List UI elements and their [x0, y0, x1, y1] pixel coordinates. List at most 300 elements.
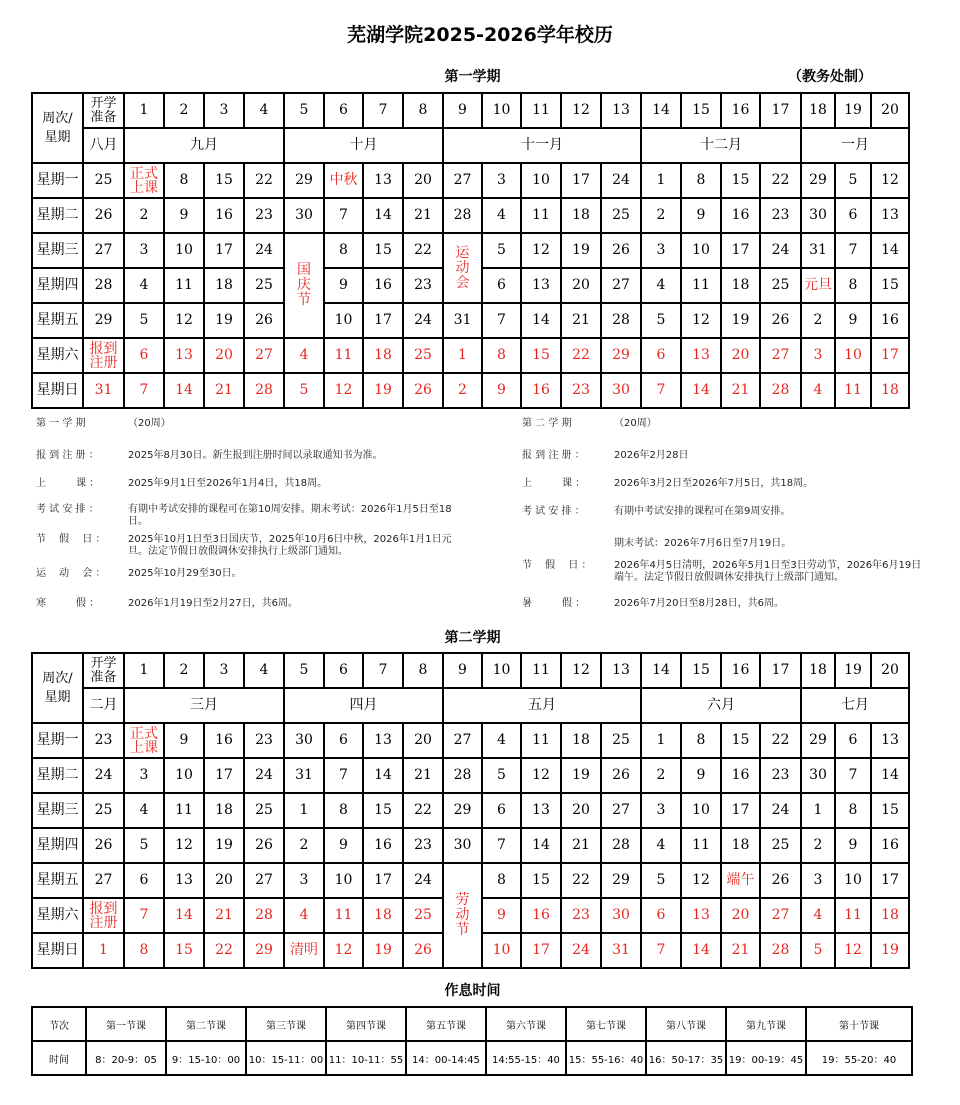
date-cell: 4	[801, 898, 835, 933]
date-cell: 11	[164, 268, 204, 303]
date-cell: 5	[641, 303, 681, 338]
date-cell: 14	[164, 898, 204, 933]
week-number: 9	[443, 93, 482, 128]
date-cell: 12	[164, 303, 204, 338]
date-cell: 27	[443, 723, 482, 758]
date-cell: 18	[561, 198, 601, 233]
date-cell: 11	[521, 198, 561, 233]
date-cell: 29	[601, 863, 641, 898]
date-cell: 11	[164, 793, 204, 828]
period-label: 第二节课	[166, 1007, 246, 1041]
date-cell: 13	[521, 793, 561, 828]
semester-1-calendar	[31, 92, 910, 409]
date-cell: 9	[482, 898, 521, 933]
date-cell: 25	[403, 898, 443, 933]
day-row	[32, 793, 909, 828]
semester-2-title: 第二学期	[444, 630, 501, 646]
period-header: 节次	[32, 1007, 86, 1041]
date-cell: 4	[482, 198, 521, 233]
date-cell: 2	[284, 828, 324, 863]
holiday-block: 国 庆 节	[284, 233, 324, 338]
date-cell: 27	[601, 793, 641, 828]
date-cell: 5	[482, 233, 521, 268]
note-value: 期末考试：2026年7月6日至7月19日。	[614, 538, 792, 549]
date-cell: 9	[324, 828, 363, 863]
note-label: 报 到 注 册 ：	[522, 450, 585, 461]
month-label: 十一月	[443, 128, 641, 163]
date-cell: 20	[403, 163, 443, 198]
date-cell: 18	[721, 828, 760, 863]
date-cell: 28	[760, 373, 801, 408]
note-value: 2026年7月20日至8月28日，共6周。	[614, 598, 784, 609]
date-cell: 13	[363, 163, 403, 198]
date-cell: 6	[835, 198, 871, 233]
month-label: 九月	[124, 128, 284, 163]
day-row	[32, 863, 909, 898]
date-cell: 19	[561, 233, 601, 268]
month-label: 十二月	[641, 128, 801, 163]
note-line	[36, 478, 456, 490]
date-cell: 9	[681, 758, 721, 793]
weekday-label: 星期一	[32, 723, 83, 758]
holiday-block: 劳 动 节	[443, 863, 482, 968]
note-line	[36, 598, 456, 610]
week-number: 8	[403, 653, 443, 688]
note-value: 有期中考试安排的课程可在第9周安排。	[614, 506, 791, 517]
date-cell: 8	[324, 233, 363, 268]
month-label: 五月	[443, 688, 641, 723]
date-cell: 26	[403, 933, 443, 968]
date-cell: 3	[801, 338, 835, 373]
date-cell: 16	[871, 828, 909, 863]
date-cell: 20	[561, 793, 601, 828]
date-cell: 7	[324, 198, 363, 233]
date-cell: 24	[561, 933, 601, 968]
date-cell: 11	[835, 898, 871, 933]
month-label: 七月	[801, 688, 909, 723]
date-cell: 25	[601, 198, 641, 233]
note-line	[36, 504, 456, 528]
date-cell: 4	[284, 898, 324, 933]
date-cell: 20	[721, 898, 760, 933]
date-cell: 19	[871, 933, 909, 968]
date-cell: 27	[760, 898, 801, 933]
weekday-label: 星期五	[32, 863, 83, 898]
date-cell: 14	[363, 198, 403, 233]
note-line	[36, 450, 456, 462]
date-cell: 16	[363, 268, 403, 303]
date-cell: 16	[521, 373, 561, 408]
date-cell: 2	[124, 198, 164, 233]
date-cell: 3	[641, 233, 681, 268]
date-cell: 20	[403, 723, 443, 758]
date-cell: 17	[561, 163, 601, 198]
date-cell: 30	[601, 898, 641, 933]
date-cell: 15	[871, 268, 909, 303]
date-cell: 17	[721, 233, 760, 268]
week-number: 7	[363, 93, 403, 128]
note-label: 节 假 日 ：	[36, 534, 106, 545]
date-cell: 16	[204, 198, 244, 233]
date-cell: 7	[124, 373, 164, 408]
date-cell: 正式 上课	[124, 163, 164, 198]
date-cell: 20	[204, 338, 244, 373]
date-cell: 30	[443, 828, 482, 863]
date-cell: 30	[601, 373, 641, 408]
prep-week-header: 开学 准备	[83, 93, 124, 128]
day-row	[32, 303, 909, 338]
week-number: 6	[324, 653, 363, 688]
date-cell: 12	[521, 233, 561, 268]
date-cell: 1	[641, 723, 681, 758]
date-cell: 8	[482, 338, 521, 373]
date-cell: 17	[871, 863, 909, 898]
date-cell: 4	[641, 828, 681, 863]
day-row	[32, 198, 909, 233]
date-cell: 1	[443, 338, 482, 373]
date-cell: 31	[601, 933, 641, 968]
note-value: （20周）	[128, 418, 171, 429]
date-cell: 12	[835, 933, 871, 968]
date-cell: 8	[835, 268, 871, 303]
date-cell: 5	[284, 373, 324, 408]
date-cell: 23	[561, 373, 601, 408]
date-cell: 21	[561, 303, 601, 338]
date-cell: 3	[482, 163, 521, 198]
date-cell: 8	[482, 863, 521, 898]
date-cell: 报到 注册	[83, 898, 124, 933]
date-cell: 9	[164, 198, 204, 233]
month-label: 四月	[284, 688, 443, 723]
date-cell: 12	[521, 758, 561, 793]
date-cell: 2	[641, 758, 681, 793]
week-number: 6	[324, 93, 363, 128]
period-label: 第四节课	[326, 1007, 406, 1041]
date-cell: 14	[681, 933, 721, 968]
date-cell: 18	[363, 898, 403, 933]
date-cell: 26	[244, 303, 284, 338]
prep-month: 二月	[83, 688, 124, 723]
note-line	[522, 560, 922, 584]
week-number: 12	[561, 93, 601, 128]
date-cell: 14	[363, 758, 403, 793]
date-cell: 7	[324, 758, 363, 793]
date-cell: 15	[521, 338, 561, 373]
week-number: 2	[164, 653, 204, 688]
date-cell: 23	[403, 268, 443, 303]
month-label: 三月	[124, 688, 284, 723]
week-number: 11	[521, 653, 561, 688]
date-cell: 31	[443, 303, 482, 338]
date-cell: 28	[601, 303, 641, 338]
date-cell: 3	[124, 233, 164, 268]
day-row	[32, 233, 909, 268]
date-cell: 31	[83, 373, 124, 408]
date-cell: 22	[561, 863, 601, 898]
note-label: 考 试 安 排 ：	[522, 506, 585, 517]
date-cell: 10	[521, 163, 561, 198]
day-row	[32, 758, 909, 793]
date-cell: 26	[601, 233, 641, 268]
date-cell: 21	[403, 198, 443, 233]
weekday-label: 星期日	[32, 373, 83, 408]
date-cell: 23	[760, 198, 801, 233]
date-cell: 23	[244, 198, 284, 233]
note-value: 2025年9月1日至2026年1月4日，共18周。	[128, 478, 328, 489]
date-cell: 16	[721, 758, 760, 793]
week-number: 2	[164, 93, 204, 128]
date-cell: 29	[443, 793, 482, 828]
date-cell: 28	[760, 933, 801, 968]
period-time: 15：55-16：40	[566, 1041, 646, 1075]
date-cell: 25	[403, 338, 443, 373]
date-cell: 18	[204, 268, 244, 303]
prep-week-header: 开学 准备	[83, 653, 124, 688]
date-cell: 15	[363, 233, 403, 268]
date-cell: 28	[601, 828, 641, 863]
date-cell: 3	[124, 758, 164, 793]
week-number: 3	[204, 93, 244, 128]
date-cell: 6	[124, 338, 164, 373]
period-time: 9：15-10：00	[166, 1041, 246, 1075]
date-cell: 7	[482, 828, 521, 863]
date-cell: 17	[871, 338, 909, 373]
date-cell: 27	[244, 338, 284, 373]
date-cell: 17	[204, 758, 244, 793]
week-number: 11	[521, 93, 561, 128]
date-cell: 3	[801, 863, 835, 898]
day-row	[32, 723, 909, 758]
date-cell: 18	[871, 898, 909, 933]
date-cell: 3	[641, 793, 681, 828]
date-cell: 22	[760, 163, 801, 198]
week-number: 20	[871, 653, 909, 688]
semester-1-title: 第一学期	[444, 69, 501, 85]
date-cell: 14	[521, 828, 561, 863]
week-number: 7	[363, 653, 403, 688]
date-cell: 12	[871, 163, 909, 198]
date-cell: 4	[641, 268, 681, 303]
date-cell: 24	[403, 303, 443, 338]
week-number: 5	[284, 93, 324, 128]
date-cell: 15	[204, 163, 244, 198]
date-cell: 14	[521, 303, 561, 338]
date-cell: 7	[641, 933, 681, 968]
date-cell: 29	[83, 303, 124, 338]
month-label: 十月	[284, 128, 443, 163]
date-cell: 19	[204, 303, 244, 338]
date-cell: 8	[681, 163, 721, 198]
date-cell: 9	[835, 303, 871, 338]
note-value: 2025年8月30日。新生报到注册时间以录取通知书为准。	[128, 450, 383, 461]
date-cell: 19	[561, 758, 601, 793]
date-cell: 20	[561, 268, 601, 303]
month-label: 六月	[641, 688, 801, 723]
note-line	[522, 450, 922, 462]
date-cell: 7	[835, 233, 871, 268]
date-cell: 4	[801, 373, 835, 408]
date-cell: 26	[601, 758, 641, 793]
date-cell: 15	[721, 723, 760, 758]
date-cell: 19	[721, 303, 760, 338]
period-label: 第五节课	[406, 1007, 486, 1041]
date-cell: 18	[721, 268, 760, 303]
date-cell: 10	[164, 758, 204, 793]
date-cell: 7	[835, 758, 871, 793]
week-number: 17	[760, 653, 801, 688]
date-cell: 7	[641, 373, 681, 408]
note-label	[522, 538, 614, 550]
weekday-label: 星期一	[32, 163, 83, 198]
date-cell: 25	[244, 793, 284, 828]
time-header: 时间	[32, 1041, 86, 1075]
date-cell: 15	[363, 793, 403, 828]
note-value: 2026年3月2日至2026年7月5日，共18周。	[614, 478, 814, 489]
date-cell: 14	[871, 758, 909, 793]
date-cell: 26	[83, 828, 124, 863]
note-line	[36, 534, 456, 558]
date-cell: 19	[363, 373, 403, 408]
note-label: 报 到 注 册 ：	[36, 450, 99, 461]
week-number: 14	[641, 653, 681, 688]
week-number: 5	[284, 653, 324, 688]
date-cell: 18	[363, 338, 403, 373]
date-cell: 24	[760, 233, 801, 268]
date-cell: 16	[721, 198, 760, 233]
date-cell: 5	[124, 828, 164, 863]
period-time: 16：50-17：35	[646, 1041, 726, 1075]
date-cell: 6	[641, 338, 681, 373]
date-cell: 15	[164, 933, 204, 968]
week-number-row	[32, 93, 909, 128]
date-cell: 4	[124, 793, 164, 828]
date-cell: 端午	[721, 863, 760, 898]
date-cell: 21	[403, 758, 443, 793]
note-label: 考 试 安 排 ：	[36, 504, 99, 515]
week-number: 19	[835, 653, 871, 688]
date-cell: 16	[204, 723, 244, 758]
date-cell: 24	[403, 863, 443, 898]
date-cell: 31	[284, 758, 324, 793]
week-number: 13	[601, 93, 641, 128]
date-cell: 10	[681, 233, 721, 268]
week-number: 16	[721, 93, 760, 128]
date-cell: 26	[760, 863, 801, 898]
date-cell: 2	[443, 373, 482, 408]
date-cell: 21	[721, 933, 760, 968]
note-line	[522, 598, 922, 610]
day-row	[32, 828, 909, 863]
date-cell: 17	[363, 863, 403, 898]
date-cell: 5	[641, 863, 681, 898]
weekday-label: 星期二	[32, 758, 83, 793]
date-cell: 25	[760, 268, 801, 303]
date-cell: 4	[124, 268, 164, 303]
date-cell: 6	[482, 268, 521, 303]
date-cell: 31	[801, 233, 835, 268]
weekday-label: 星期六	[32, 338, 83, 373]
date-cell: 10	[681, 793, 721, 828]
date-cell: 21	[561, 828, 601, 863]
period-time: 11：10-11：55	[326, 1041, 406, 1075]
date-cell: 28	[244, 373, 284, 408]
date-cell: 4	[284, 338, 324, 373]
week-number: 18	[801, 653, 835, 688]
date-cell: 清明	[284, 933, 324, 968]
corner-header: 周次/ 星期	[32, 93, 83, 163]
date-cell: 24	[244, 233, 284, 268]
date-cell: 8	[124, 933, 164, 968]
note-line	[36, 418, 456, 430]
date-cell: 11	[681, 828, 721, 863]
period-time: 10：15-11：00	[246, 1041, 326, 1075]
prep-month: 八月	[83, 128, 124, 163]
date-cell: 15	[871, 793, 909, 828]
date-cell: 5	[124, 303, 164, 338]
date-cell: 24	[244, 758, 284, 793]
period-time: 14：00-14:45	[406, 1041, 486, 1075]
note-label: 节 假 日 ：	[522, 560, 592, 571]
date-cell: 14	[164, 373, 204, 408]
date-cell: 8	[324, 793, 363, 828]
date-cell: 20	[721, 338, 760, 373]
note-line	[522, 506, 922, 518]
weekday-label: 星期四	[32, 268, 83, 303]
note-label: 寒 假 ：	[36, 598, 100, 609]
date-cell: 25	[601, 723, 641, 758]
week-number: 12	[561, 653, 601, 688]
date-cell: 10	[164, 233, 204, 268]
date-cell: 中秋	[324, 163, 363, 198]
date-cell: 正式 上课	[124, 723, 164, 758]
date-cell: 9	[164, 723, 204, 758]
month-row	[32, 128, 909, 163]
date-cell: 18	[204, 793, 244, 828]
date-cell: 9	[482, 373, 521, 408]
date-cell: 27	[83, 863, 124, 898]
date-cell: 26	[760, 303, 801, 338]
month-label: 一月	[801, 128, 909, 163]
day-row	[32, 338, 909, 373]
date-cell: 25	[760, 828, 801, 863]
date-cell: 13	[164, 863, 204, 898]
date-cell: 13	[871, 723, 909, 758]
date-cell: 23	[760, 758, 801, 793]
date-cell: 12	[681, 863, 721, 898]
date-cell: 6	[324, 723, 363, 758]
period-time: 8：20-9：05	[86, 1041, 166, 1075]
date-cell: 11	[681, 268, 721, 303]
date-cell: 7	[482, 303, 521, 338]
note-line	[36, 568, 456, 580]
date-cell: 6	[641, 898, 681, 933]
date-cell: 10	[835, 338, 871, 373]
date-cell: 25	[83, 163, 124, 198]
period-label: 第九节课	[726, 1007, 806, 1041]
date-cell: 16	[521, 898, 561, 933]
weekday-label: 星期六	[32, 898, 83, 933]
week-number: 13	[601, 653, 641, 688]
note-label: 第 二 学 期	[522, 418, 572, 429]
date-cell: 8	[835, 793, 871, 828]
period-time: 19：00-19：45	[726, 1041, 806, 1075]
date-cell: 11	[324, 338, 363, 373]
date-cell: 28	[83, 268, 124, 303]
week-number: 1	[124, 653, 164, 688]
date-cell: 20	[204, 863, 244, 898]
week-number: 18	[801, 93, 835, 128]
date-cell: 28	[443, 758, 482, 793]
